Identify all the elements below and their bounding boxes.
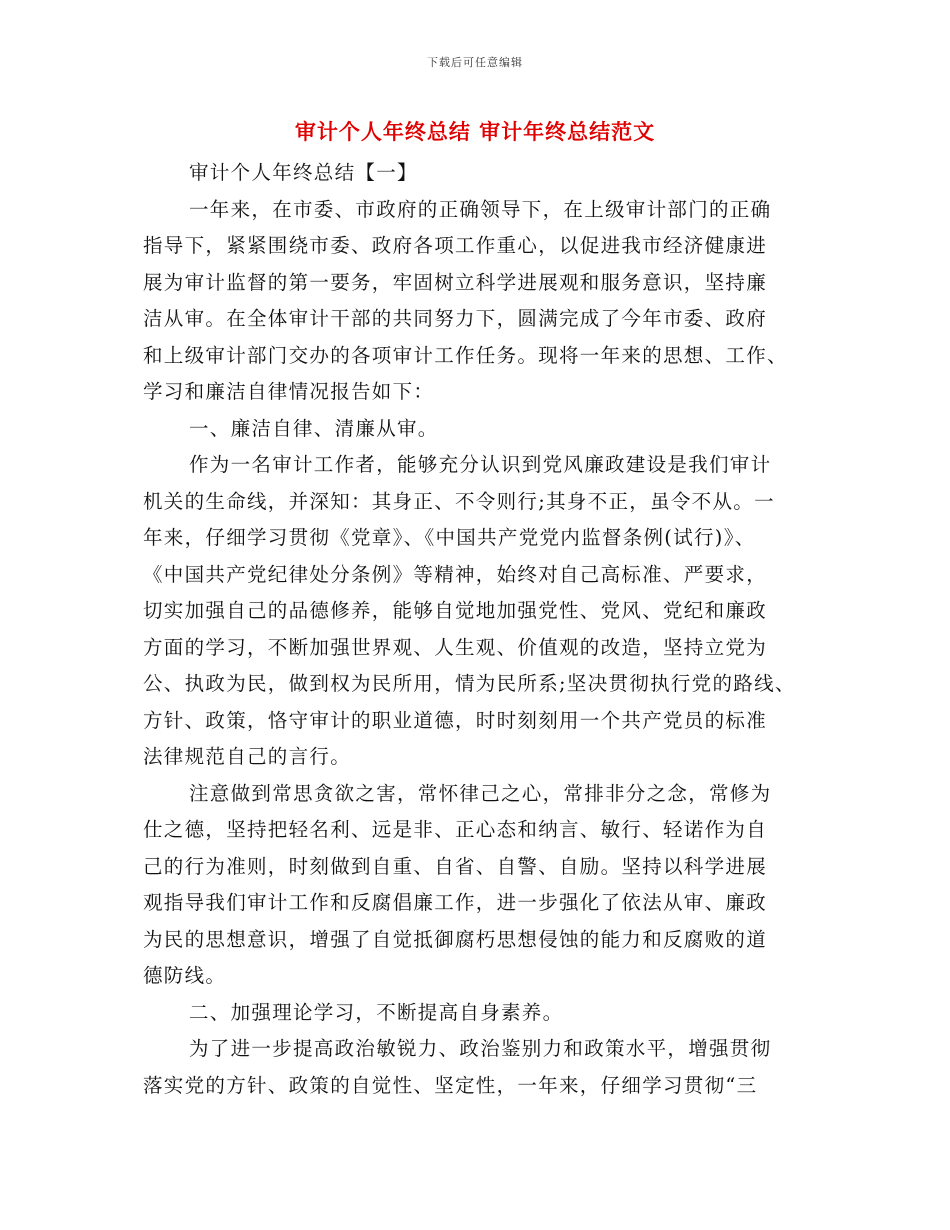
body-line: 方面的学习，不断加强世界观、人生观、价值观的改造，坚持立党为 (143, 635, 768, 659)
body-line: 洁从审。在全体审计干部的共同努力下，圆满完成了今年市委、政府 (143, 307, 768, 330)
body-line: 仕之德，坚持把轻名利、远是非、正心态和纳言、敏行、轻诺作为自 (143, 818, 768, 841)
body-line: 落实党的方针、政策的自觉性、坚定性，一年来，仔细学习贯彻“三 (143, 1073, 758, 1097)
body-line: 一、廉洁自律、清廉从审。 (189, 416, 439, 440)
body-line: 展为审计监督的第一要务，牢固树立科学进展观和服务意识，坚持廉 (143, 270, 768, 294)
body-line: 己的行为准则，时刻做到自重、自省、自警、自励。坚持以科学进展 (143, 854, 768, 878)
body-line: 一年来，在市委、市政府的正确领导下，在上级审计部门的正确 (189, 197, 772, 221)
body-line: 学习和廉洁自律情况报告如下： (143, 380, 435, 403)
body-line: 为了进一步提高政治敏锐力、政治鉴别力和政策水平，增强贯彻 (189, 1037, 772, 1060)
body-line: 观指导我们审计工作和反腐倡廉工作，进一步强化了依法从审、廉政 (143, 891, 768, 914)
body-line: 注意做到常思贪欲之害，常怀律己之心，常排非分之念，常修为 (189, 781, 772, 805)
body-line: 法律规范自己的言行。 (143, 745, 352, 768)
body-line: 作为一名审计工作者，能够充分认识到党风廉政建设是我们审计 (189, 453, 772, 476)
body-line: 和上级审计部门交办的各项审计工作任务。现将一年来的思想、工作、 (143, 343, 788, 367)
header-note: 下载后可任意编辑 (427, 56, 523, 69)
body-line: 指导下，紧紧围绕市委、政府各项工作重心，以促进我市经济健康进 (143, 234, 768, 257)
body-line: 德防线。 (143, 964, 227, 987)
body-line: 二、加强理论学习，不断提高自身素养。 (189, 1000, 564, 1024)
body-line: 《中国共产党纪律处分条例》等精神，始终对自己高标准、严要求， (143, 562, 768, 586)
document-title: 审计个人年终总结 审计年终总结范文 (294, 119, 656, 144)
document-body (143, 155, 823, 1104)
body-line: 审计个人年终总结【一】 (189, 161, 418, 184)
body-line: 年来，仔细学习贯彻《党章》、《中国共产党党内监督条例(试行)》、 (143, 526, 756, 549)
body-line: 机关的生命线，并深知：其身正、不令则行;其身不正，虽令不从。一 (143, 489, 775, 513)
body-line: 方针、政策，恪守审计的职业道德，时时刻刻用一个共产党员的标准 (143, 708, 768, 732)
body-line: 公、执政为民，做到权为民所用，情为民所系;坚决贯彻执行党的路线、 (143, 672, 796, 695)
body-line: 切实加强自己的品德修养，能够自觉地加强党性、党风、党纪和廉政 (143, 599, 768, 622)
body-line: 为民的思想意识，增强了自觉抵御腐朽思想侵蚀的能力和反腐败的道 (143, 927, 768, 951)
